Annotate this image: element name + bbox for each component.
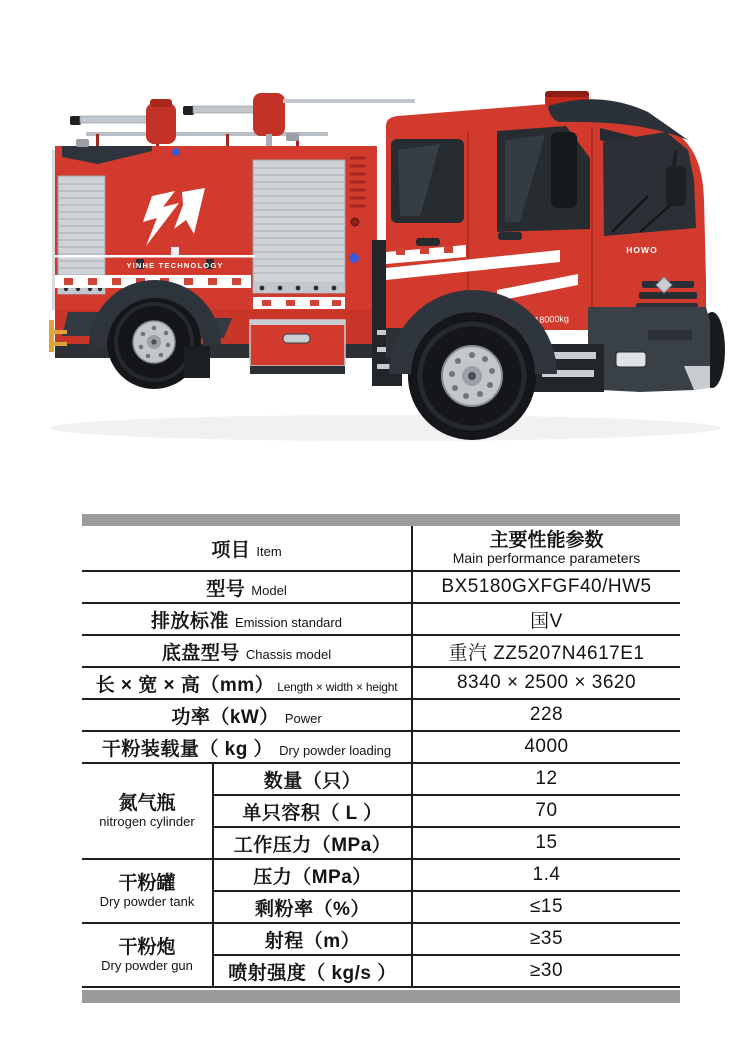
vent-louvers xyxy=(350,158,366,206)
spec-table xyxy=(82,526,680,988)
group-dry-powder-gun: 干粉炮 Dry powder gun xyxy=(82,923,213,987)
blue-marker-light-icon xyxy=(349,253,359,263)
header-item-cell xyxy=(82,526,412,571)
front-bumper xyxy=(588,307,710,392)
value-injection-intensity: ≥30 xyxy=(412,955,680,987)
truck-photo xyxy=(0,0,756,470)
value-nitrogen-volume: 70 xyxy=(412,795,680,827)
header-item-en: Item xyxy=(256,543,282,559)
door-handle-icon xyxy=(416,238,440,246)
value-powder-loading: 4000 xyxy=(412,731,680,763)
row-nitrogen-qty: 氮气瓶 nitrogen cylinder 数量（只） 12 xyxy=(82,763,680,795)
grille xyxy=(636,277,698,310)
value-emission: 国V xyxy=(412,603,680,635)
row-power: 功率（kW） Power 228 xyxy=(82,699,680,731)
row-nitrogen-volume: 单只容积（ L ） 70 xyxy=(82,795,680,827)
roller-shutter-middle xyxy=(253,160,345,293)
brand-text: HOWO xyxy=(626,245,658,255)
ground-shadow xyxy=(50,415,720,441)
header-value-en: Main performance parameters xyxy=(452,550,641,566)
header-item-zh: 项目 xyxy=(211,539,251,561)
value-chassis: 重汽 ZZ5207N4617E1 xyxy=(412,635,680,667)
divider-bar-bottom xyxy=(82,990,680,1003)
gun-nozzle-icon xyxy=(70,116,81,125)
value-tank-pressure: 1.4 xyxy=(412,859,680,891)
row-model: 型号 Model BX5180GXFGF40/HW5 xyxy=(82,571,680,603)
value-gun-range: ≥35 xyxy=(412,923,680,955)
spec-section xyxy=(82,514,680,1003)
front-mirror-icon xyxy=(666,166,686,206)
group-nitrogen-cylinder: 氮气瓶 nitrogen cylinder xyxy=(82,763,213,859)
value-nitrogen-qty: 12 xyxy=(412,763,680,795)
value-model: BX5180GXFGF40/HW5 xyxy=(412,571,680,603)
header-value-zh: 主要性能参数 xyxy=(489,530,604,551)
row-residual-powder: 剩粉率（%） ≤15 xyxy=(82,891,680,923)
blue-beacon-icon xyxy=(172,148,180,156)
value-power: 228 xyxy=(412,699,680,731)
side-compartment-door xyxy=(250,320,345,374)
door-handle-icon xyxy=(498,232,522,240)
header-value-cell xyxy=(412,526,680,571)
red-marker-light-icon xyxy=(351,218,359,226)
side-mirror-icon xyxy=(551,132,577,208)
row-tank-pressure: 干粉罐 Dry powder tank 压力（MPa） 1.4 xyxy=(82,859,680,891)
row-gun-range: 干粉炮 Dry powder gun 射程（m） ≥35 xyxy=(82,923,680,955)
mudflap xyxy=(184,346,210,378)
divider-bar-top xyxy=(82,514,680,526)
row-nitrogen-pressure: 工作压力（MPa） 15 xyxy=(82,827,680,859)
row-dimensions: 长 × 宽 × 高（mm） Length × width × height 8340 × 2500 × 3620 xyxy=(82,667,680,699)
fire-truck-illustration xyxy=(0,0,756,470)
value-residual-powder: ≤15 xyxy=(412,891,680,923)
group-dry-powder-tank: 干粉罐 Dry powder tank xyxy=(82,859,213,923)
value-nitrogen-pressure: 15 xyxy=(412,827,680,859)
row-injection-intensity: 喷射强度（ kg/s ） ≥30 xyxy=(82,955,680,987)
row-powder-loading: 干粉装载量（ kg ） Dry powder loading 4000 xyxy=(82,731,680,763)
gross-weight-text: 总质量:18000kg xyxy=(504,313,570,327)
row-emission: 排放标准 Emission standard 国V xyxy=(82,603,680,635)
value-dimensions: 8340 × 2500 × 3620 xyxy=(412,667,680,699)
fog-lamp-icon xyxy=(616,352,646,367)
gun-nozzle-icon xyxy=(183,106,194,115)
table-header-row xyxy=(82,526,680,571)
company-name-text: YINHE TECHNOLOGY xyxy=(126,261,224,270)
row-chassis: 底盘型号 Chassis model 重汽 ZZ5207N4617E1 xyxy=(82,635,680,667)
roof-monitor-guns xyxy=(70,93,415,147)
